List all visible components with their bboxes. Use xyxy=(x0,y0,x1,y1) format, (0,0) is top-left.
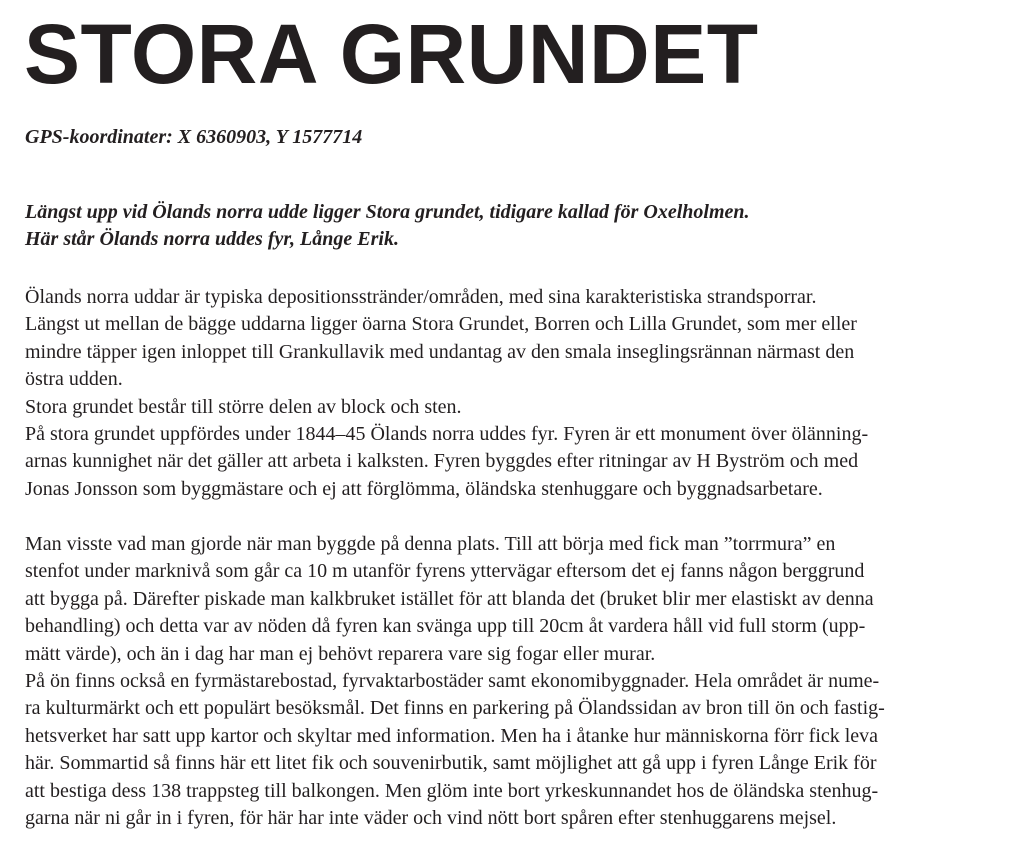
text-line: Längst ut mellan de bägge uddarna ligger öarna Stora Grundet, Borren och Lilla Grundet, som mer eller xyxy=(25,313,857,336)
text-line: På ön finns också en fyrmästarebostad, fyrvaktarbostäder samt ekonomibyggnader. Hela området är nume- xyxy=(25,670,880,693)
lead-line: Längst upp vid Ölands norra udde ligger Stora grundet, tidigare kallad för Oxelholmen. xyxy=(25,201,750,223)
lead-paragraph xyxy=(25,199,750,253)
lead-line: Här står Ölands norra uddes fyr, Långe Erik. xyxy=(25,228,399,250)
text-line: stenfot under marknivå som går ca 10 m utanför fyrens yttervägar eftersom det ej fanns någon berggrund xyxy=(25,560,865,583)
text-line: Man visste vad man gjorde när man byggde på denna plats. Till att börja med fick man ”torrmura” en xyxy=(25,533,836,555)
text-line: Ölands norra uddar är typiska depositionsstränder/områden, med sina karakteristiska strandsporrar. xyxy=(25,286,817,308)
text-line: att bestiga dess 138 trappsteg till balkongen. Men glöm inte bort yrkeskunnandet hos de öländska stenhug- xyxy=(25,779,879,802)
body-paragraph-2 xyxy=(25,531,885,832)
text-line: Jonas Jonsson som byggmästare och ej att förglömma, öländska stenhuggare och byggnadsarbetare. xyxy=(25,477,823,500)
text-line: mätt värde), och än i dag har man ej behövt reparera vare sig fogar eller murar. xyxy=(25,642,656,665)
text-line: Stora grundet består till större delen av block och sten. xyxy=(25,395,462,418)
text-line: På stora grundet uppfördes under 1844–45 Ölands norra uddes fyr. Fyren är ett monument över ölänning- xyxy=(25,423,869,446)
text-line: ra kulturmärkt och ett populärt besöksmål. Det finns en parkering på Ölandssidan av bron till ön och fastig- xyxy=(25,697,885,720)
text-line: garna när ni går in i fyren, för här har inte väder och vind nött bort spåren efter stenhuggarens mejsel. xyxy=(25,807,837,830)
text-line: behandling) och detta var av nöden då fyren kan svänga upp till 20cm åt vardera håll vid full storm (upp- xyxy=(25,615,866,638)
text-line: östra udden. xyxy=(25,368,123,391)
text-line: arnas kunnighet när det gäller att arbeta i kalksten. Fyren byggdes efter ritningar av H Byström och med xyxy=(25,450,859,473)
text-line: hetsverket har satt upp kartor och skyltar med information. Men ha i åtanke hur människorna förr fick leva xyxy=(25,724,879,747)
text-line: att bygga på. Därefter piskade man kalkbruket istället för att blanda det (bruket blir mer elastiskt av denna xyxy=(25,587,874,610)
body-paragraph-1 xyxy=(25,284,868,503)
gps-coordinates: GPS-koordinater: X 6360903, Y 1577714 xyxy=(25,126,363,148)
page-title: STORA GRUNDET xyxy=(24,7,759,101)
text-line: här. Sommartid så finns här ett litet fik och souvenirbutik, samt möjlighet att gå upp i fyren Långe Erik för xyxy=(25,752,877,775)
text-line: mindre täpper igen inloppet till Grankullavik med undantag av den smala inseglingsrännan närmast den xyxy=(25,340,855,363)
